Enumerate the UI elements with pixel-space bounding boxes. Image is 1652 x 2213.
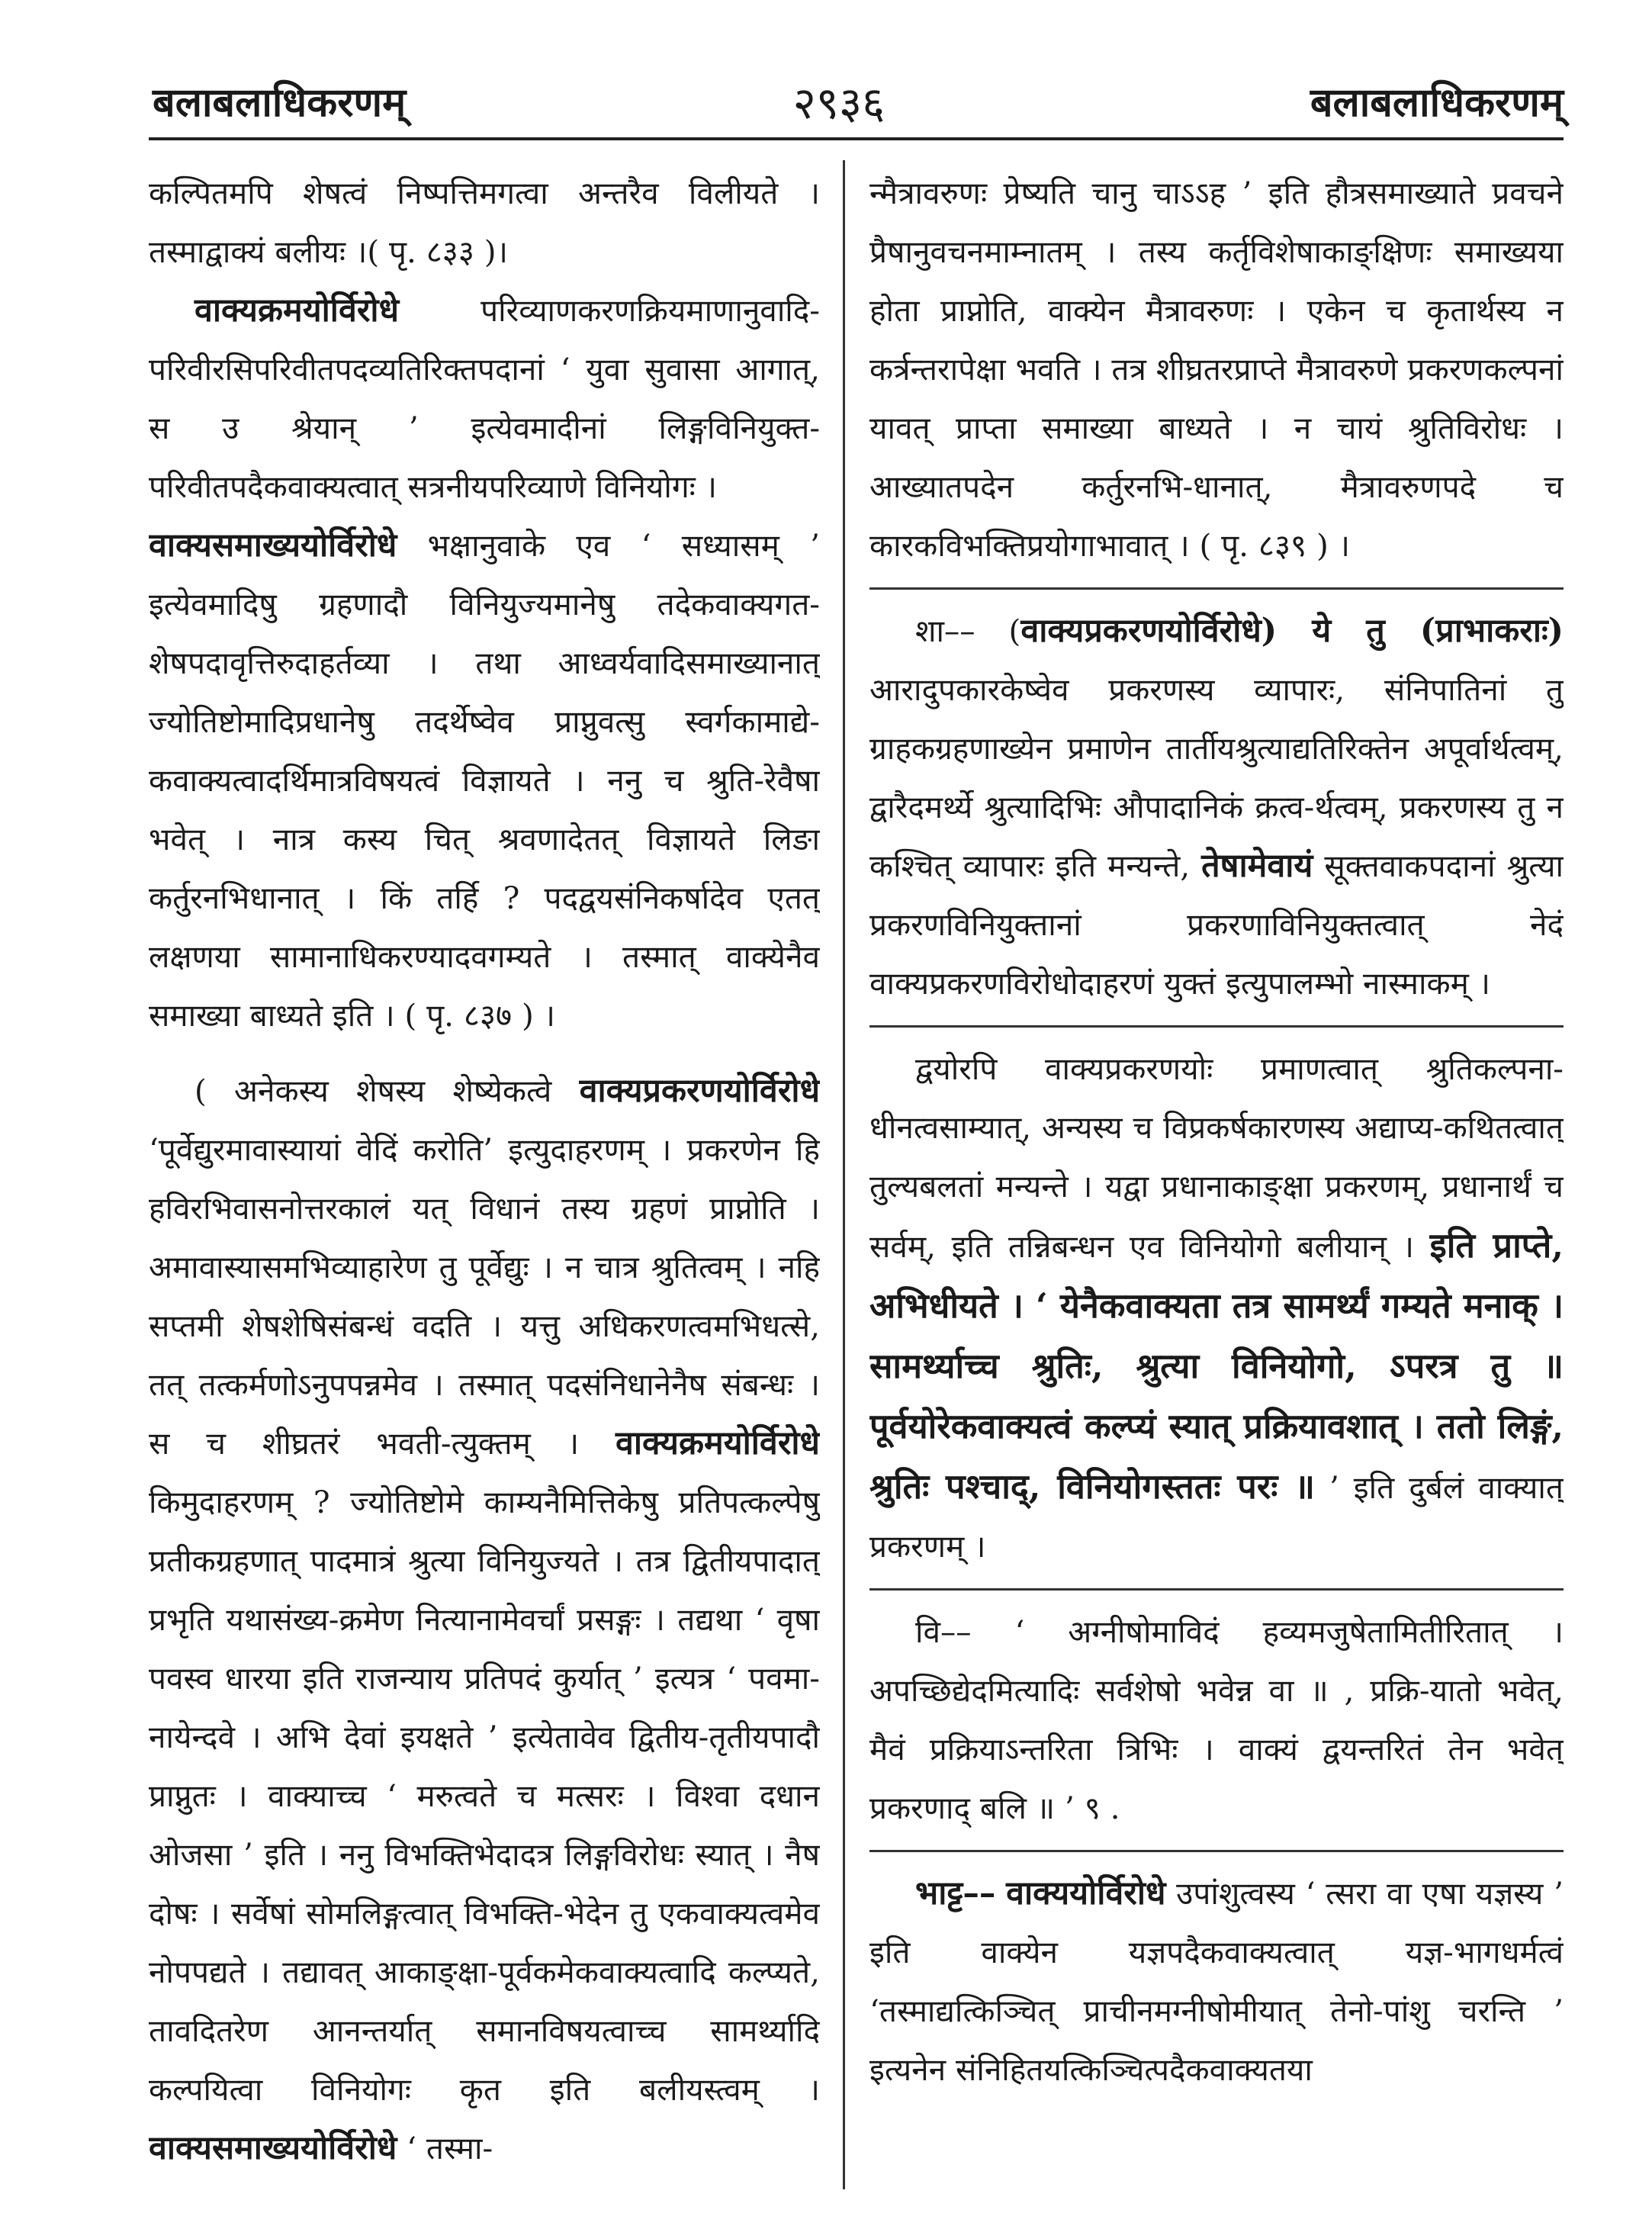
paragraph-text: किमुदाहरणम् ? ज्योतिष्टोमे काम्यनैमित्तिकेषु प्रतिपत्कल्पेषु प्रतीकग्रहणात् पादमात्रं श्रुत्या विनियुज्यते । तत्र द्वितीयपादात् प्रभृति यथासंख्य-क्रमेण नित्यानामेवर्चां प्रसङ्गः । तद्यथा ‘ वृषा पवस्व धारया इति राजन्याय प्रतिपदं कुर्यात् ’ इत्यत्र ‘ पवमा-नायेन्दवे । अभि देवां इयक्षते ’ इत्येतावेव द्वितीय-तृतीयपादौ प्राप्नुतः । वाक्याच्च ‘ मरुत्वते च मत्सरः । विश्वा दधान ओजसा ’ इति । ननु विभक्तिभेदादत्र लिङ्गविरोधः स्यात् । नैष दोषः । सर्वेषां सोमलिङ्गत्वात् विभक्ति-भेदेन तु एकवाक्यत्वमेव नोपपद्यते । तद्यावत् आकाङ्क्षा-पूर्वकमेकवाक्यत्वादि कल्प्यते, तावदितरेण आनन्तर्यात् समानविषयत्वाच्च सामर्थ्यादि कल्पयित्वा विनियोगः कृत इति बलीयस्त्वम् । — [149, 1484, 820, 2108]
paragraph-text: न्मैत्रावरुणः प्रेष्यति चानु चाऽऽह ’ इति हौत्रसमाख्याते प्रवचने प्रैषानुवचनमाम्नातम् । तस्य कर्तृविशेषाकाङ्क्षिणः समाख्यया होता प्राप्नोति, वाक्येन मैत्रावरुणः । एकेन च कृतार्थस्य न कर्त्रन्तरापेक्षा भवति । तत्र शीघ्रतरप्राप्ते मैत्रावरुणे प्रकरणकल्पनां यावत् प्राप्ता समाख्या बाध्यते । न चायं श्रुतिविरोधः । आख्यातपदेन कर्तुरनभि-धानात्, मैत्रावरुणपदे च कारकविभक्तिप्रयोगाभावात् । ( पृ. ८३९ ) । — [869, 175, 1564, 564]
paragraph-text: आरादुपकारकेष्वेव प्रकरणस्य व्यापारः, संनिपातिनां तु ग्राहकग्रहणाख्येन प्रमाणेन तार्तीयश्रुत्याद्यतिरिक्तेन अपूर्वार्थत्वम्, द्वारैदमर्थ्ये श्रुत्यादिभिः औपादानिकं क्रत्व-र्थत्वम्, प्रकरणस्य तु न कश्चित् व्यापारः इति मन्यन्ते, — [869, 671, 1564, 884]
column-divider — [843, 160, 845, 2189]
section-heading: वाक्यसमाख्ययोर्विरोधे — [149, 2129, 397, 2167]
section-heading: वाक्यप्रकरणयोर्विरोधे — [579, 1072, 820, 1110]
emphasis-text: तेषामेवायं — [1201, 847, 1313, 885]
section-heading: वाक्यक्रमयोर्विरोधे — [615, 1424, 820, 1462]
section-heading: वाक्यप्रकरणयोर्विरोधे — [1020, 612, 1261, 650]
section-divider — [869, 1588, 1564, 1591]
paragraph-text: द्वयोरपि वाक्यप्रकरणयोः प्रमाणत्वात् श्रुतिकल्पना-धीनत्वसाम्यात्, अन्यस्य च विप्रकर्षकारणस्य अद्याप्य-कथितत्वात् तुल्यबलतां मन्यन्ते । यद्वा प्रधानाकाङ्क्षा प्रकरणम्, प्रधानार्थं च सर्वम्, इति तन्निबन्धन एव विनियोगो बलीयान् । — [869, 1050, 1564, 1265]
paragraph — [869, 602, 1564, 1013]
paragraph-text: सूक्तवाकपदानां श्रुत्या प्रकरणविनियुक्तानां प्रकरणाविनियुक्तत्वात् नेदं वाक्यप्रकरणविरोधोदाहरणं युक्तं इत्युपालम्भो नास्माकम् । — [869, 848, 1564, 1002]
section-divider — [869, 1850, 1564, 1852]
paragraph-text: उपांशुत्वस्य ‘ त्सरा वा एषा यज्ञस्य ’ इति वाक्येन यज्ञपदैकवाक्यत्वात् यज्ञ-भागधर्मत्वं ‘तस्माद्यत्किञ्चित् प्राचीनमग्नीषोमीयात् तेनो-पांशु चरन्ति ’ इत्यनेन संनिहितयत्किञ्चित्पदैकवाक्यतया — [869, 1875, 1564, 2088]
section-label: भाट्ट–– — [915, 1874, 996, 1912]
paragraph — [149, 164, 820, 281]
section-divider — [869, 1025, 1564, 1028]
paragraph-text: ( अनेकस्य शेषस्य शेष्येकत्वे — [194, 1073, 552, 1109]
paragraph — [869, 1040, 1564, 1576]
paragraph — [149, 516, 820, 1045]
paragraph-text: ’ इति दुर्बलं वाक्यात् प्रकरणम् । — [869, 1469, 1564, 1565]
page-number: २९३६ — [792, 77, 885, 129]
header-rule — [149, 137, 1564, 140]
verse-quotation: इति प्राप्ते, अभिधीयते । ‘ येनैकवाक्यता तत्र सामर्थ्यं गम्यते मनाक् । सामर्थ्याच्च श्रुतिः, श्रुत्या विनियोगो, ऽपरत्र तु ॥ पूर्वयोरेकवाक्यत्वं कल्प्यं स्यात् प्रक्रियावशात् । ततो लिङ्गं, श्रुतिः पश्चाद्, विनियोगस्ततः परः ॥ — [869, 1225, 1564, 1507]
left-column — [149, 164, 820, 2193]
section-heading-tail: ) ये तु (प्राभाकराः) — [1261, 612, 1564, 650]
paragraph-text: शा–– ( — [915, 613, 1021, 649]
running-head-right: बलाबलाधिकरणम् — [1310, 79, 1564, 126]
paragraph — [869, 1603, 1564, 1838]
section-divider — [869, 587, 1564, 590]
section-heading: वाक्यसमाख्ययोर्विरोधे — [149, 526, 397, 565]
paragraph-text: परिव्याणकरणक्रियमाणानुवादि-परिवीरसिपरिवीतपदव्यतिरिक्तपदानां ‘ युवा सुवासा आगात्, स उ श्रेयान् ’ इत्येवमादीनां लिङ्गविनियुक्त-परिवीतपदैकवाक्यत्वात् सत्रनीयपरिव्याणे विनियोगः । — [149, 292, 820, 505]
paragraph-text: कल्पितमपि शेषत्वं निष्पत्तिमगत्वा अन्तरैव विलीयते । तस्माद्वाक्यं बलीयः ।( पृ. ८३३ )। — [149, 175, 820, 270]
paragraph-text: वि–– ‘ अग्नीषोमाविदं हव्यमजुषेतामितीरितात् । अपच्छिद्येदमित्यादिः सर्वशेषो भवेन्न वा ॥ , प्रक्रि-यातो भवेत्, मैवं प्रक्रियाऽन्तरिता त्रिभिः । वाक्यं द्वयन्तरितं तेन भवेत् प्रकरणाद् बलि ॥ ’ ९ . — [869, 1613, 1564, 1826]
right-column — [869, 164, 1564, 2193]
paragraph-text: भक्षानुवाके एव ‘ सध्यासम् ’ इत्येवमादिषु ग्रहणादौ विनियुज्यमानेषु तदेकवाक्यगत-शेषपदावृत्तिरुदाहर्तव्या । तथा आध्वर्यवादिसमाख्यानात् ज्योतिष्टोमादिप्रधानेषु तदर्थेष्वेव प्राप्नुवत्सु स्वर्गकामाद्ये-कवाक्यत्वादर्थिमात्रविषयत्वं विज्ञायते । ननु च श्रुति-रेवैषा भवेत् । नात्र कस्य चित् श्रवणादेतत् विज्ञायते लिङा कर्तुरनभिधानात् । किं तर्हि ? पदद्वयसंनिकर्षादेव एतत् लक्षणया सामानाधिकरण्यादवगम्यते । तस्मात् वाक्येनैव समाख्या बाध्यते इति । ( पृ. ८३७ ) । — [149, 527, 820, 1034]
paragraph-text: ‘पूर्वेद्युरमावास्यायां वेदिं करोति’ इत्युदाहरणम् । प्रकरणेन हि हविरभिवासनोत्तरकालं यत् विधानं तस्य ग्रहणं प्राप्नोति । अमावास्यासमभिव्याहारेण तु पूर्वेद्युः । न चात्र श्रुतित्वम् । नहि सप्तमी शेषशेषिसंबन्धं वदति । यत्तु अधिकरणत्वमभिधत्से, तत् तत्कर्मणोऽनुपपन्नमेव । तस्मात् पदसंनिधानेनैष संबन्धः । स च शीघ्रतरं भवती-त्युक्तम् । — [149, 1131, 820, 1462]
paragraph — [149, 1062, 820, 2178]
section-heading: वाक्ययोर्विरोधे — [1006, 1874, 1166, 1912]
paragraph — [869, 164, 1564, 575]
paragraph — [869, 1864, 1564, 2099]
running-head-left: बलाबलाधिकरणम् — [153, 79, 407, 126]
page-header — [114, 69, 1564, 137]
paragraph — [149, 281, 820, 516]
section-heading: वाक्यक्रमयोर्विरोधे — [194, 291, 400, 330]
paragraph-text: ‘ तस्मा- — [407, 2130, 493, 2166]
